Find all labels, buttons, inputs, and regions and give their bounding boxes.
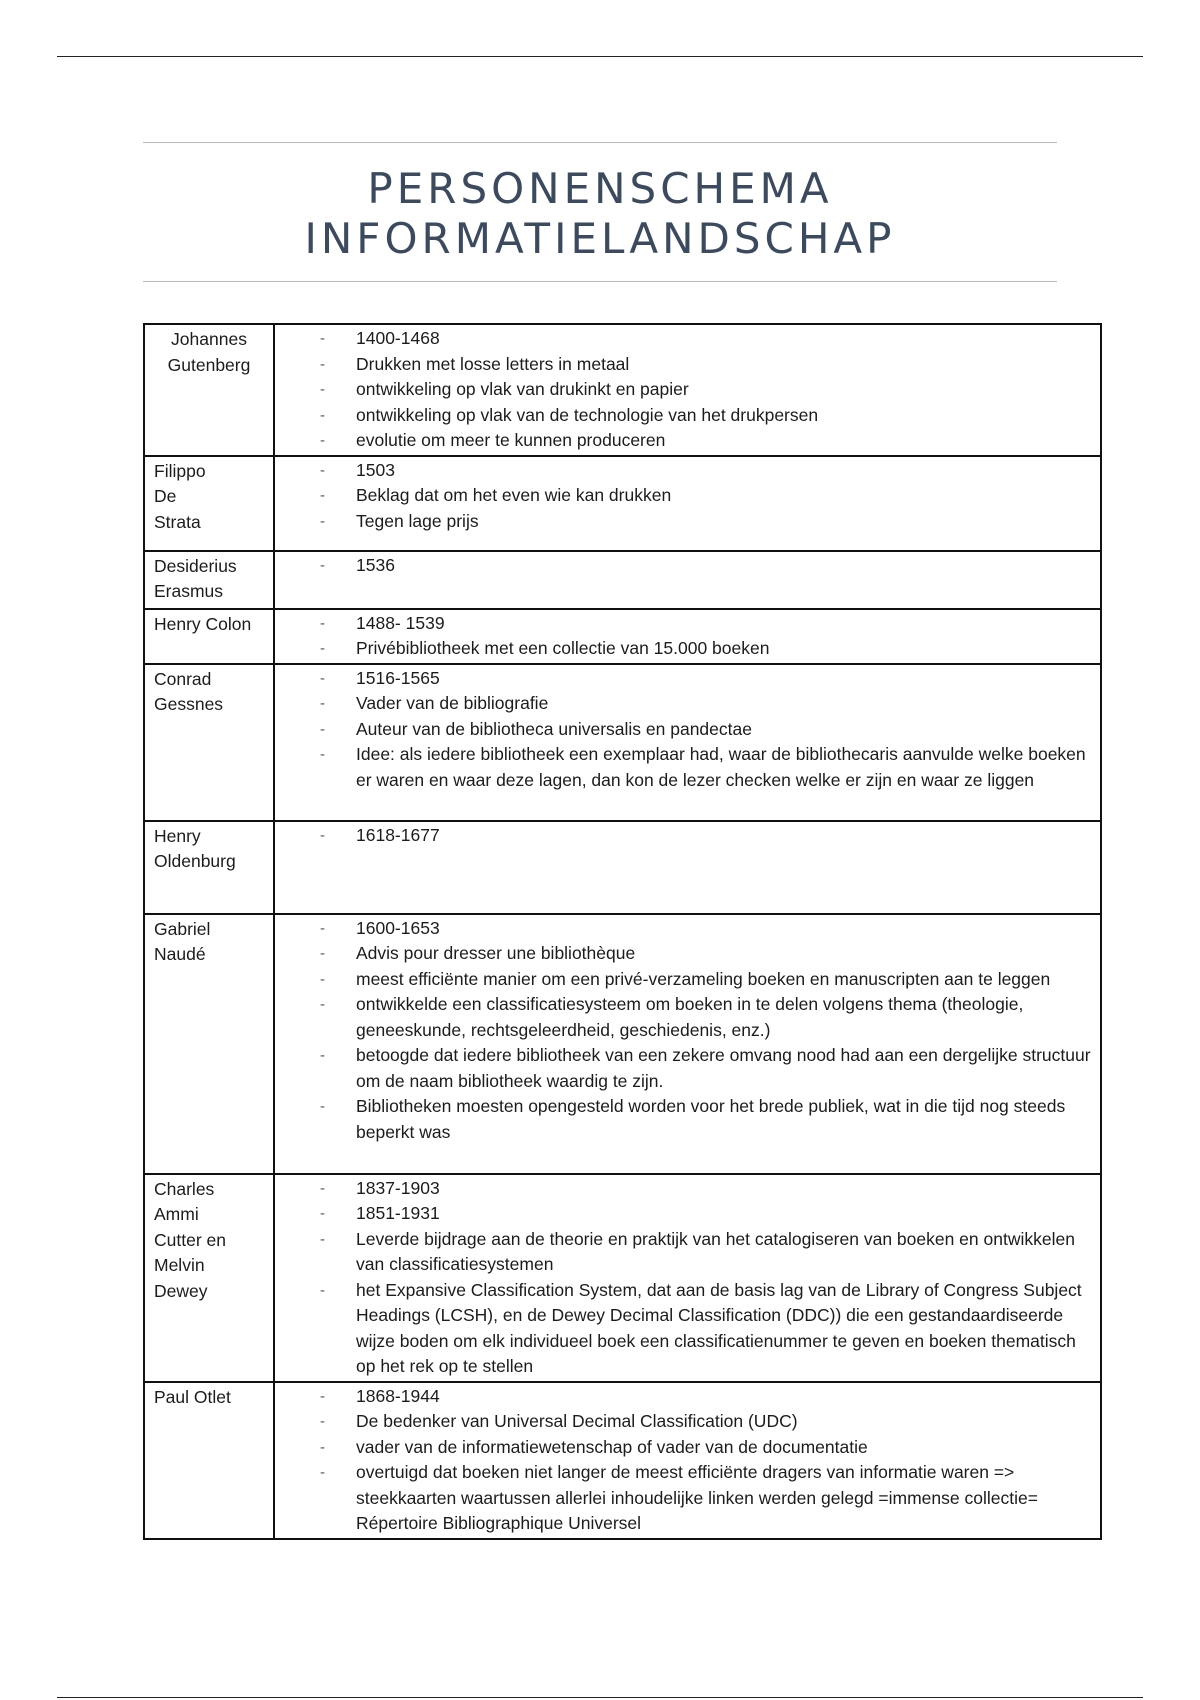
person-info-cell xyxy=(274,821,1101,914)
list-item: - meest efficiënte manier om een privé-verzameling boeken en manuscripten aan te leggen xyxy=(275,967,1092,993)
list-item: - Auteur van de bibliotheca universalis en pandectae xyxy=(275,717,1092,743)
person-info-cell xyxy=(274,609,1101,664)
list-item: - overtuigd dat boeken niet langer de meest efficiënte dragers van informatie waren => steekkaarten waartussen allerlei inhoudelijke linken werden gelegd =immense collectie= Répertoire Bibliographique Universel xyxy=(275,1460,1092,1537)
person-name: Johannes xyxy=(171,329,247,349)
person-name: Paul Otlet xyxy=(154,1386,231,1407)
page-footer-rule xyxy=(57,1697,1143,1698)
person-name-cell xyxy=(144,324,274,456)
person-name-cell xyxy=(144,821,274,914)
list-item: - 1400-1468 xyxy=(275,326,1092,352)
person-name: Strata xyxy=(154,511,201,532)
person-name: Filippo xyxy=(154,460,206,481)
list-item: - Beklag dat om het even wie kan drukken xyxy=(275,483,1092,509)
list-item: - Advis pour dresser une bibliothèque xyxy=(275,941,1092,967)
person-name: Desiderius xyxy=(154,555,237,576)
person-name: Gessnes xyxy=(154,694,224,714)
person-name: De xyxy=(154,486,177,506)
table-row xyxy=(144,1174,1101,1382)
list-item: - Leverde bijdrage aan de theorie en praktijk van het catalogiseren van boeken en ontwikkelen van classificatiesystemen xyxy=(275,1227,1092,1278)
person-name: Naudé xyxy=(154,944,206,964)
table-row xyxy=(144,914,1101,1174)
person-name: Gutenberg xyxy=(167,354,251,375)
list-item: - Bibliotheken moesten opengesteld worden voor het brede publiek, wat in die tijd nog steeds beperkt was xyxy=(275,1094,1092,1145)
person-info-cell xyxy=(274,1382,1101,1539)
person-name: Oldenburg xyxy=(154,851,236,871)
info-list xyxy=(275,665,1092,795)
list-item: - 1837-1903 xyxy=(275,1176,1092,1202)
page-title-line-2: INFORMATIELANDSCHAP xyxy=(304,214,896,263)
list-item: - 1516-1565 xyxy=(275,666,1092,692)
person-name: Charles xyxy=(154,1178,215,1199)
list-item: - ontwikkeling op vlak van de technologie van het drukpersen xyxy=(275,403,1092,429)
person-info-cell xyxy=(274,324,1101,456)
person-info-cell xyxy=(274,1174,1101,1382)
list-item: - betoogde dat iedere bibliotheek van een zekere omvang nood had aan een dergelijke structuur om de naam bibliotheek waardig te zijn. xyxy=(275,1043,1092,1094)
table-row xyxy=(144,821,1101,914)
table-row xyxy=(144,551,1101,609)
page-title-line-1: PERSONENSCHEMA xyxy=(367,164,833,213)
list-item: - Idee: als iedere bibliotheek een exemplaar had, waar de bibliothecaris aanvulde welke boeken er waren en waar deze lagen, dan kon de lezer checken welke er zijn en waar ze liggen xyxy=(275,742,1092,793)
list-item: - Tegen lage prijs xyxy=(275,509,1092,535)
person-name-cell xyxy=(144,551,274,609)
person-info-cell xyxy=(274,914,1101,1174)
list-item: - 1600-1653 xyxy=(275,916,1092,942)
list-item: - ontwikkeling op vlak van drukinkt en papier xyxy=(275,377,1092,403)
list-item: - ontwikkelde een classificatiesysteem om boeken in te delen volgens thema (theologie, geneeskunde, rechtsgeleerdheid, geschiedenis, enz.) xyxy=(275,992,1092,1043)
table-row xyxy=(144,324,1101,456)
person-name: Cutter en xyxy=(154,1229,226,1250)
table-row xyxy=(144,456,1101,551)
list-item: - 1536 xyxy=(275,553,1092,579)
info-list xyxy=(275,822,1092,850)
person-info-cell xyxy=(274,664,1101,821)
person-name: Henry xyxy=(154,825,201,846)
list-item: - 1851-1931 xyxy=(275,1201,1092,1227)
info-list xyxy=(275,1175,1092,1381)
list-item: - 1868-1944 xyxy=(275,1384,1092,1410)
person-name: Dewey xyxy=(154,1280,208,1301)
table-row xyxy=(144,664,1101,821)
person-name: Conrad xyxy=(154,668,212,689)
person-info-cell xyxy=(274,456,1101,551)
person-name: Erasmus xyxy=(154,581,224,601)
list-item: - het Expansive Classification System, dat aan de basis lag van de Library of Congress Subject Headings (LCSH), en de Dewey Decimal Classification (DDC)) die een gestandaardiseerde wijze boden om elk individueel boek een classificatienummer te geven en boeken thematisch op het rek op te stellen xyxy=(275,1278,1092,1380)
person-name-cell xyxy=(144,1382,274,1539)
list-item: - 1488- 1539 xyxy=(275,611,1092,637)
persons-table xyxy=(143,323,1102,1540)
page-header-rule xyxy=(57,56,1143,57)
person-name-cell xyxy=(144,609,274,664)
person-name: Henry Colon xyxy=(154,613,252,634)
info-list xyxy=(275,325,1092,455)
info-list xyxy=(275,915,1092,1147)
person-name: Gabriel xyxy=(154,918,211,939)
person-name-cell xyxy=(144,1174,274,1382)
info-list xyxy=(275,610,1092,663)
list-item: - 1503 xyxy=(275,458,1092,484)
list-item: - Privébibliotheek met een collectie van 15.000 boeken xyxy=(275,636,1092,662)
person-name-cell xyxy=(144,456,274,551)
person-name: Melvin xyxy=(154,1255,205,1275)
list-item: - De bedenker van Universal Decimal Classification (UDC) xyxy=(275,1409,1092,1435)
list-item: - vader van de informatiewetenschap of vader van de documentatie xyxy=(275,1435,1092,1461)
info-list xyxy=(275,1383,1092,1538)
list-item: - evolutie om meer te kunnen produceren xyxy=(275,428,1092,454)
person-name: Ammi xyxy=(154,1204,199,1224)
person-info-cell xyxy=(274,551,1101,609)
person-name-cell xyxy=(144,914,274,1174)
info-list xyxy=(275,552,1092,580)
table-row xyxy=(144,609,1101,664)
list-item: - Drukken met losse letters in metaal xyxy=(275,352,1092,378)
list-item: - 1618-1677 xyxy=(275,823,1092,849)
list-item: - Vader van de bibliografie xyxy=(275,691,1092,717)
person-name-cell xyxy=(144,664,274,821)
title-block xyxy=(143,142,1057,282)
table-row xyxy=(144,1382,1101,1539)
info-list xyxy=(275,457,1092,536)
